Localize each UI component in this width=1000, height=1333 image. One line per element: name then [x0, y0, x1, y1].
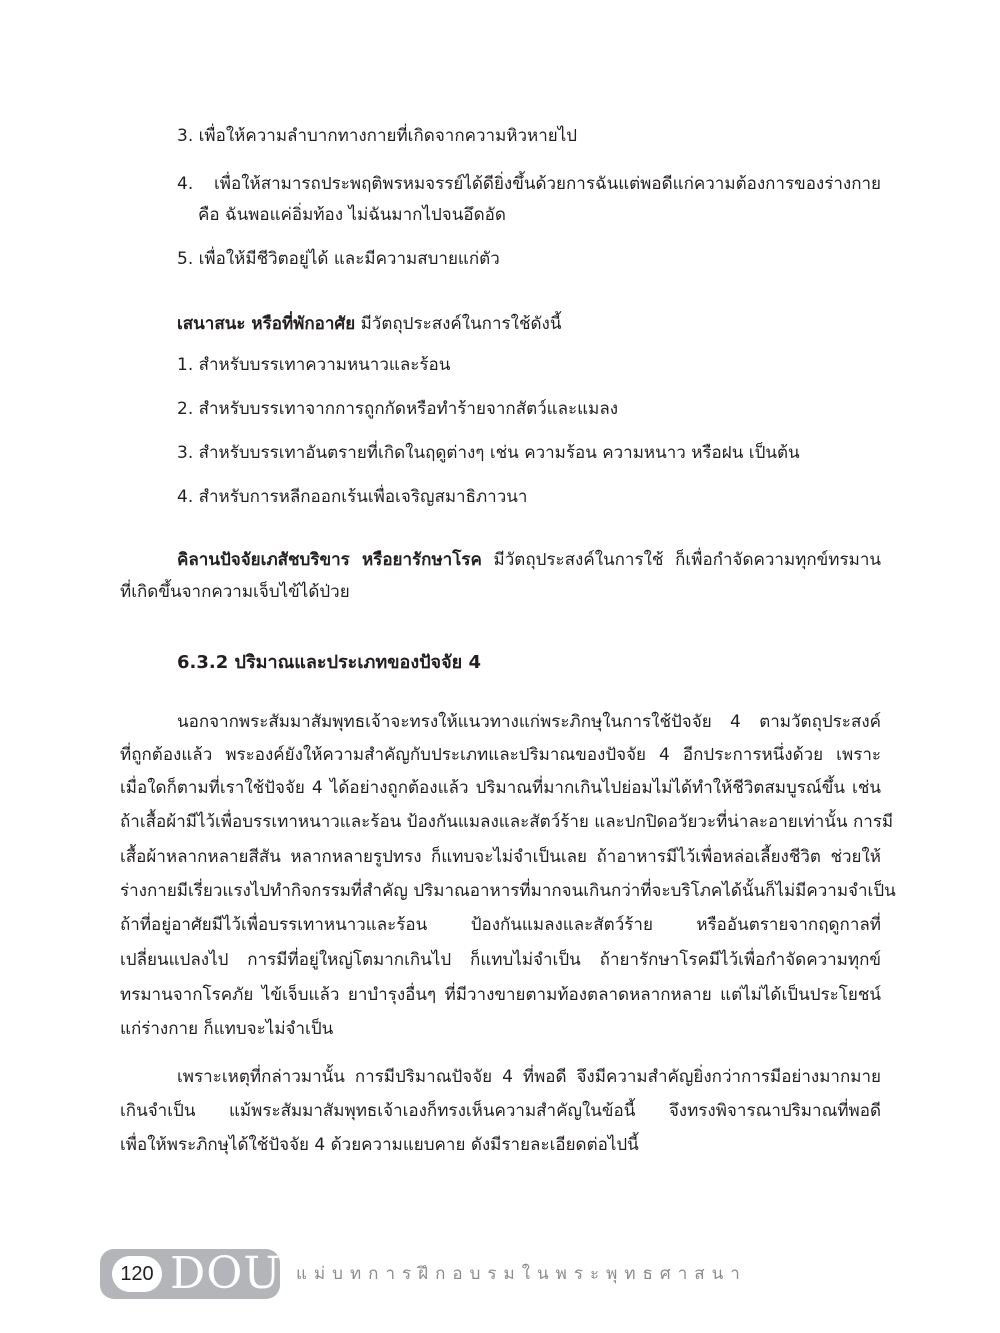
medicine-text: มีวัตถุประสงค์ในการใช้ ก็เพื่อกำจัดความทุกข์ทรมาน [481, 550, 881, 570]
section-heading: 6.3.2 ปริมาณและประเภทของปัจจัย 4 [177, 652, 481, 673]
dou-logo: DOU [170, 1248, 282, 1299]
lodging-item-4: 4. สำหรับการหลีกออกเร้นเพื่อเจริญสมาธิภาวนา [177, 487, 528, 507]
paragraph-1-line: ถ้าเสื้อผ้ามีไว้เพื่อบรรเทาหนาวและร้อน ป้องกันแมลงและสัตว์ร้าย และปกปิดอวัยวะที่น่าละอายเท่านั้น การมี [120, 812, 894, 832]
medicine-line-1 [177, 548, 881, 572]
paragraph-1-line: เมื่อใดก็ตามที่เราใช้ปัจจัย 4 ได้อย่างถูกต้องแล้ว ปริมาณที่มากเกินไปย่อมไม่ได้ทำให้ชีวิตสมบูรณ์ขึ้น เช่น [120, 778, 881, 798]
food-item-3: 3. เพื่อให้ความลำบากทางกายที่เกิดจากความหิวหายไป [177, 126, 578, 146]
food-item-4-cont: คือ ฉันพอแค่อิ่มท้อง ไม่ฉันมากไปจนอึดอัด [198, 205, 506, 225]
paragraph-1-line: เสื้อผ้าหลากหลายสีสัน หลากหลายรูปทรง ก็แทบจะไม่จำเป็นเลย ถ้าอาหารมีไว้เพื่อหล่อเลี้ยงชีวิต ช่วยให้ [120, 847, 881, 867]
book-title: แม่บทการฝึกอบรมในพระพุทธศาสนา [296, 1264, 747, 1284]
lodging-intro: มีวัตถุประสงค์ในการใช้ดังนี้ [355, 314, 562, 334]
paragraph-1-line: ถ้าที่อยู่อาศัยมีไว้เพื่อบรรเทาหนาวและร้อน ป้องกันแมลงและสัตว์ร้าย หรืออันตรายจากฤดูกาลที่ [120, 915, 881, 935]
lodging-item-1: 1. สำหรับบรรเทาความหนาวและร้อน [177, 355, 451, 375]
food-item-4: 4. เพื่อให้สามารถประพฤติพรหมจรรย์ได้ดียิ่งขึ้นด้วยการฉันแต่พอดีแก่ความต้องการของร่างกาย [177, 174, 881, 194]
food-item-5: 5. เพื่อให้มีชีวิตอยู่ได้ และมีความสบายแก่ตัว [177, 249, 500, 269]
medicine-title: คิลานปัจจัยเภสัชบริขาร หรือยารักษาโรค [177, 550, 482, 570]
lodging-item-3: 3. สำหรับบรรเทาอันตรายที่เกิดในฤดูต่างๆ เช่น ความร้อน ความหนาว หรือฝน เป็นต้น [177, 443, 800, 463]
medicine-line-2: ที่เกิดขึ้นจากความเจ็บไข้ได้ป่วย [120, 582, 350, 602]
paragraph-1-line: แก่ร่างกาย ก็แทบจะไม่จำเป็น [120, 1019, 334, 1039]
paragraph-1-line: ทรมานจากโรคภัย ไข้เจ็บแล้ว ยาบำรุงอื่นๆ ที่มีวางขายตามท้องตลาดหลากหลาย แต่ไม่ได้เป็นประโยชน์ [120, 985, 881, 1005]
paragraph-1-line: เปลี่ยนแปลงไป การมีที่อยู่ใหญ่โตมากเกินไป ก็แทบไม่จำเป็น ถ้ายารักษาโรคมีไว้เพื่อกำจัดความทุกข์ [120, 950, 881, 970]
lodging-item-2: 2. สำหรับบรรเทาจากการถูกกัดหรือทำร้ายจากสัตว์และแมลง [177, 399, 619, 419]
lodging-heading [177, 312, 561, 336]
page-number: 120 [112, 1256, 162, 1292]
paragraph-2-line: เพื่อให้พระภิกษุได้ใช้ปัจจัย 4 ด้วยความแยบคาย ดังมีรายละเอียดต่อไปนี้ [120, 1135, 639, 1155]
lodging-title: เสนาสนะ หรือที่พักอาศัย [177, 314, 356, 334]
paragraph-2-line: เกินจำเป็น แม้พระสัมมาสัมพุทธเจ้าเองก็ทรงเห็นความสำคัญในข้อนี้ จึงทรงพิจารณาปริมาณที่พอดี [120, 1101, 881, 1121]
paragraph-1-line: ที่ถูกต้องแล้ว พระองค์ยังให้ความสำคัญกับประเภทและปริมาณของปัจจัย 4 อีกประการหนึ่งด้วย เพราะ [120, 745, 881, 765]
paragraph-1-line: ร่างกายมีเรี่ยวแรงไปทำกิจกรรมที่สำคัญ ปริมาณอาหารที่มากจนเกินกว่าที่จะบริโภคได้นั้นก็ไม่มีความจำเป็น [120, 881, 896, 901]
paragraph-2-line: เพราะเหตุที่กล่าวมานั้น การมีปริมาณปัจจัย 4 ที่พอดี จึงมีความสำคัญยิ่งกว่าการมีอย่างมากมาย [177, 1067, 881, 1087]
paragraph-1-line: นอกจากพระสัมมาสัมพุทธเจ้าจะทรงให้แนวทางแก่พระภิกษุในการใช้ปัจจัย 4 ตามวัตถุประสงค์ [177, 712, 881, 732]
